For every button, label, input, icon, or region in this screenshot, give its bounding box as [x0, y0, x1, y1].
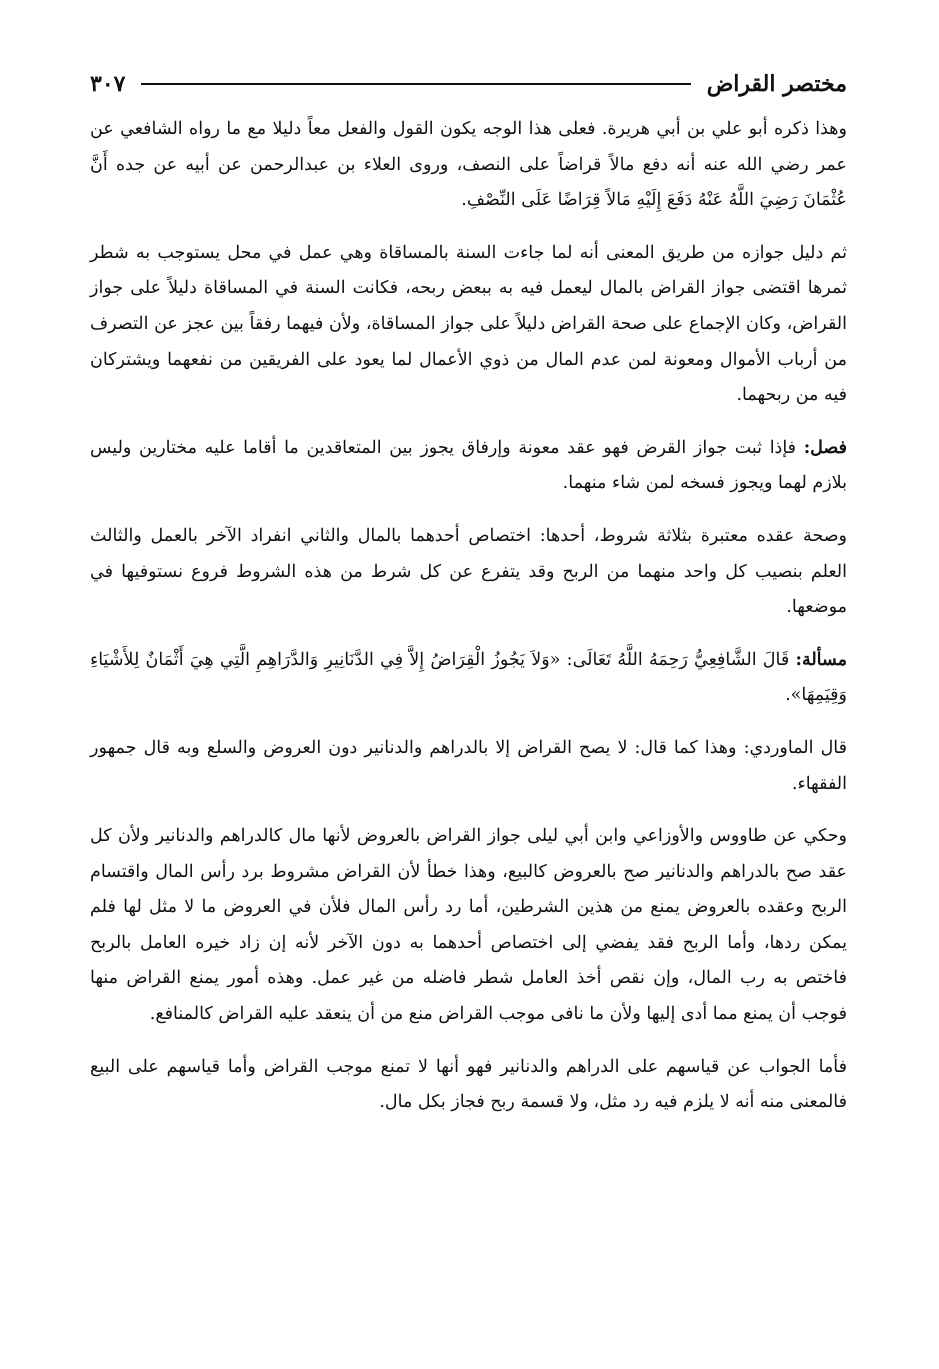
paragraph-text: فأما الجواب عن قياسهم على الدراهم والدنانير فهو أنها لا تمنع موجب القراض وأما قياسهم على البيع فالمعنى منه أنه لا يلزم فيه رد مثل، ولا قسمة ربح فجاز بكل مال.	[90, 1056, 847, 1113]
header-rule	[141, 83, 690, 85]
paragraph	[90, 731, 847, 802]
page-number: ٣٠٧	[90, 71, 126, 97]
paragraph-masala	[90, 643, 847, 714]
paragraph	[90, 519, 847, 626]
paragraph-text: قَالَ الشَّافِعِيُّ رَحِمَهُ اللَّهُ تَعَالَى: «وَلاَ يَجُوزُ الْقِرَاضُ إِلاَّ فِي الدَّنَانِيرِ وَالدَّرَاهِمِ الَّتِي هِيَ أَثْمَانٌ لِلأَشْيَاءِ وَقِيَمِهَا».	[90, 649, 847, 706]
paragraph-text: وصحة عقده معتبرة بثلاثة شروط، أحدها: اختصاص أحدهما بالمال والثاني انفراد الآخر بالعمل والثالث العلم بنصيب كل واحد منهما من الربح وقد يتفرع عن كل شرط من هذه الشروط فروع نستوفيها في موضعها.	[90, 525, 847, 618]
section-label: فصل:	[803, 437, 847, 458]
paragraph-text: ثم دليل جوازه من طريق المعنى أنه لما جاءت السنة بالمساقاة وهي عمل في محل يستوجب به شطر ثمرها اقتضى جواز القراض بالمال ليعمل فيه به ببعض ربحه، فكانت السنة في المساقاة دليلاً على جواز القراض، وكان الإجماع على صحة القراض دليلاً على جواز المساقاة، ولأن فيهما رفقاً بين عجز عن التصرف من أرباب الأموال ومعونة لمن عدم المال من ذوي الأعمال لما يعود على الفريقين من نفعهما ويشتركان فيه من ربحهما.	[90, 242, 847, 406]
page-body	[90, 112, 847, 1138]
paragraph	[90, 112, 847, 219]
paragraph	[90, 1050, 847, 1121]
running-title: مختصر القراض	[706, 71, 847, 97]
paragraph-text: وهذا ذكره أبو علي بن أبي هريرة. فعلى هذا الوجه يكون القول والفعل معاً دليلا مع ما رواه الشافعي عن عمر رضي الله عنه أنه دفع مالاً قراضاً على النصف، وروى العلاء بن عبدالرحمن عن أبيه عن جده أَنَّ عُثْمَانَ رَضِيَ اللَّهُ عَنْهُ دَفَعَ إِلَيْهِ مَالاً قِرَاضًا عَلَى النِّصْفِ.	[90, 119, 847, 211]
page-header	[90, 66, 847, 102]
section-label: مسألة:	[795, 649, 847, 670]
paragraph	[90, 819, 847, 1033]
paragraph-text: فإذا ثبت جواز القرض فهو عقد معونة وإرفاق يجوز بين المتعاقدين ما أقاما عليه مختارين وليس بلازم لهما ويجوز فسخه لمن شاء منهما.	[90, 437, 847, 494]
paragraph-fasl	[90, 431, 847, 502]
paragraph-text: قال الماوردي: وهذا كما قال: لا يصح القراض إلا بالدراهم والدنانير دون العروض والسلع وبه قال جمهور الفقهاء.	[90, 737, 847, 794]
paragraph	[90, 236, 847, 414]
paragraph-text: وحكي عن طاووس والأوزاعي وابن أبي ليلى جواز القراض بالعروض لأنها مال كالدراهم والدنانير ولأن كل عقد صح بالدراهم والدنانير صح بالعروض كالبيع، وهذا خطأ لأن القراض مشروط برد رأس المال واقتسام الربح وعقده بالعروض يمنع من هذين الشرطين، أما رد رأس المال فلأن في العروض ما لا مثل لها فلم يمكن ردها، وأما الربح فقد يفضي إلى اختصاص أحدهما به دون الآخر لأنه إن زاد خيره العامل بالربح فاختص به رب المال، وإن نقص أخذ العامل شطر فاضله من غير عمل. وهذه أمور يمنع القراض منها فوجب أن يمنع مما أدى إليها ولأن ما نافى موجب القراض منع من أن ينعقد عليه القراض كالمنافع.	[90, 826, 847, 1025]
